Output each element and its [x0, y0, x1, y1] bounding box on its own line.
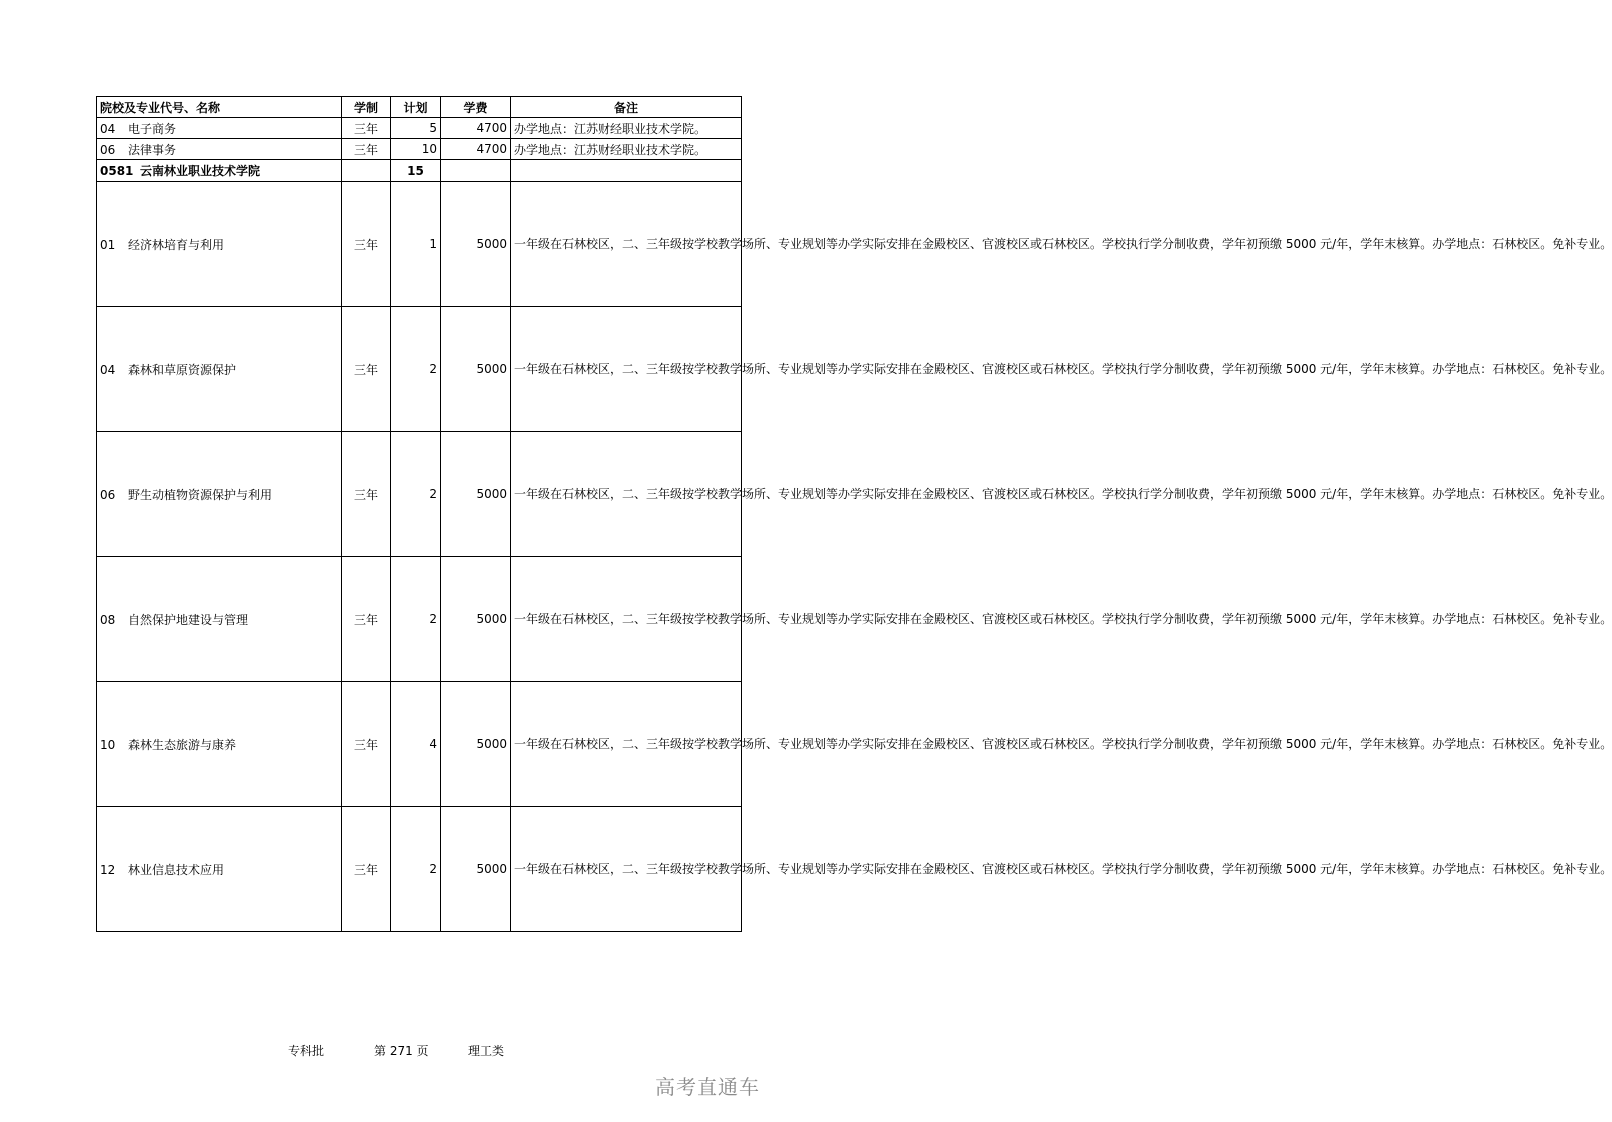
major-name: 法律事务	[128, 142, 177, 157]
notes-cell: 一年级在石林校区，二、三年级按学校教学场所、专业规划等办学实际安排在金殿校区、官渡校区或石林校区。学校执行学分制收费，学年初预缴 5000 元/年，学年末核算。办学地点：石林校区。免补专业。	[511, 682, 742, 807]
duration-cell: 三年	[342, 432, 391, 557]
plan-cell: 10	[391, 139, 441, 160]
fee-cell: 4700	[441, 139, 511, 160]
major-code: 04	[100, 362, 116, 377]
plan-cell: 2	[391, 307, 441, 432]
notes-cell: 办学地点：江苏财经职业技术学院。	[511, 139, 742, 160]
table-row	[97, 432, 742, 557]
table-row	[97, 557, 742, 682]
school-code: 0581	[100, 164, 134, 178]
duration-cell: 三年	[342, 118, 391, 139]
duration-cell: 三年	[342, 557, 391, 682]
school-cell	[97, 160, 342, 182]
fee-cell: 5000	[441, 682, 511, 807]
table-row	[97, 682, 742, 807]
major-code: 06	[100, 142, 116, 157]
school-plan-cell: 15	[391, 160, 441, 182]
school-name: 云南林业职业技术学院	[140, 164, 261, 178]
footer-category: 理工类	[468, 1044, 505, 1058]
notes-cell: 一年级在石林校区，二、三年级按学校教学场所、专业规划等办学实际安排在金殿校区、官渡校区或石林校区。学校执行学分制收费，学年初预缴 5000 元/年，学年末核算。办学地点：石林校区。免补专业。	[511, 432, 742, 557]
major-cell	[97, 118, 342, 139]
notes-cell: 办学地点：江苏财经职业技术学院。	[511, 118, 742, 139]
table-header-row	[97, 97, 742, 118]
header-duration: 学制	[342, 97, 391, 118]
table-row	[97, 807, 742, 932]
table-row	[97, 182, 742, 307]
school-duration-cell	[342, 160, 391, 182]
footer-page-number: 第 271 页	[374, 1044, 429, 1058]
header-notes: 备注	[511, 97, 742, 118]
major-cell	[97, 432, 342, 557]
fee-cell: 5000	[441, 807, 511, 932]
table-row	[97, 307, 742, 432]
major-cell	[97, 807, 342, 932]
duration-cell: 三年	[342, 182, 391, 307]
notes-cell: 一年级在石林校区，二、三年级按学校教学场所、专业规划等办学实际安排在金殿校区、官渡校区或石林校区。学校执行学分制收费，学年初预缴 5000 元/年，学年末核算。办学地点：石林校区。免补专业。	[511, 557, 742, 682]
fee-cell: 5000	[441, 432, 511, 557]
plan-cell: 1	[391, 182, 441, 307]
watermark: 高考直通车	[655, 1075, 760, 1099]
duration-cell: 三年	[342, 307, 391, 432]
major-code: 12	[100, 862, 116, 877]
major-name: 森林生态旅游与康养	[128, 737, 237, 752]
plan-cell: 2	[391, 807, 441, 932]
table-row	[97, 139, 742, 160]
fee-cell: 5000	[441, 557, 511, 682]
major-code: 06	[100, 487, 116, 502]
duration-cell: 三年	[342, 807, 391, 932]
major-name: 电子商务	[128, 121, 177, 136]
notes-cell: 一年级在石林校区，二、三年级按学校教学场所、专业规划等办学实际安排在金殿校区、官渡校区或石林校区。学校执行学分制收费，学年初预缴 5000 元/年，学年末核算。办学地点：石林校区。免补专业。	[511, 807, 742, 932]
major-name: 野生动植物资源保护与利用	[128, 487, 273, 502]
major-name: 林业信息技术应用	[128, 862, 225, 877]
duration-cell: 三年	[342, 139, 391, 160]
plan-cell: 2	[391, 557, 441, 682]
major-code: 04	[100, 121, 116, 136]
duration-cell: 三年	[342, 682, 391, 807]
page-footer	[0, 1040, 793, 1060]
major-name: 森林和草原资源保护	[128, 362, 237, 377]
school-notes-cell	[511, 160, 742, 182]
major-code: 08	[100, 612, 116, 627]
table-row	[97, 118, 742, 139]
header-plan: 计划	[391, 97, 441, 118]
major-name: 经济林培育与利用	[128, 237, 225, 252]
plan-cell: 2	[391, 432, 441, 557]
major-cell	[97, 139, 342, 160]
major-name: 自然保护地建设与管理	[128, 612, 249, 627]
plan-cell: 4	[391, 682, 441, 807]
major-cell	[97, 307, 342, 432]
header-fee: 学费	[441, 97, 511, 118]
major-cell	[97, 682, 342, 807]
notes-cell: 一年级在石林校区，二、三年级按学校教学场所、专业规划等办学实际安排在金殿校区、官渡校区或石林校区。学校执行学分制收费，学年初预缴 5000 元/年，学年末核算。办学地点：石林校区。免补专业。	[511, 182, 742, 307]
major-code: 10	[100, 737, 116, 752]
notes-cell: 一年级在石林校区，二、三年级按学校教学场所、专业规划等办学实际安排在金殿校区、官渡校区或石林校区。学校执行学分制收费，学年初预缴 5000 元/年，学年末核算。办学地点：石林校区。免补专业。	[511, 307, 742, 432]
school-fee-cell	[441, 160, 511, 182]
fee-cell: 5000	[441, 182, 511, 307]
school-row	[97, 160, 742, 182]
major-cell	[97, 182, 342, 307]
enrollment-plan-table	[96, 96, 1612, 932]
fee-cell: 5000	[441, 307, 511, 432]
major-cell	[97, 557, 342, 682]
plan-cell: 5	[391, 118, 441, 139]
footer-batch: 专科批	[288, 1044, 325, 1058]
fee-cell: 4700	[441, 118, 511, 139]
major-code: 01	[100, 237, 116, 252]
header-name: 院校及专业代号、名称	[97, 97, 342, 118]
